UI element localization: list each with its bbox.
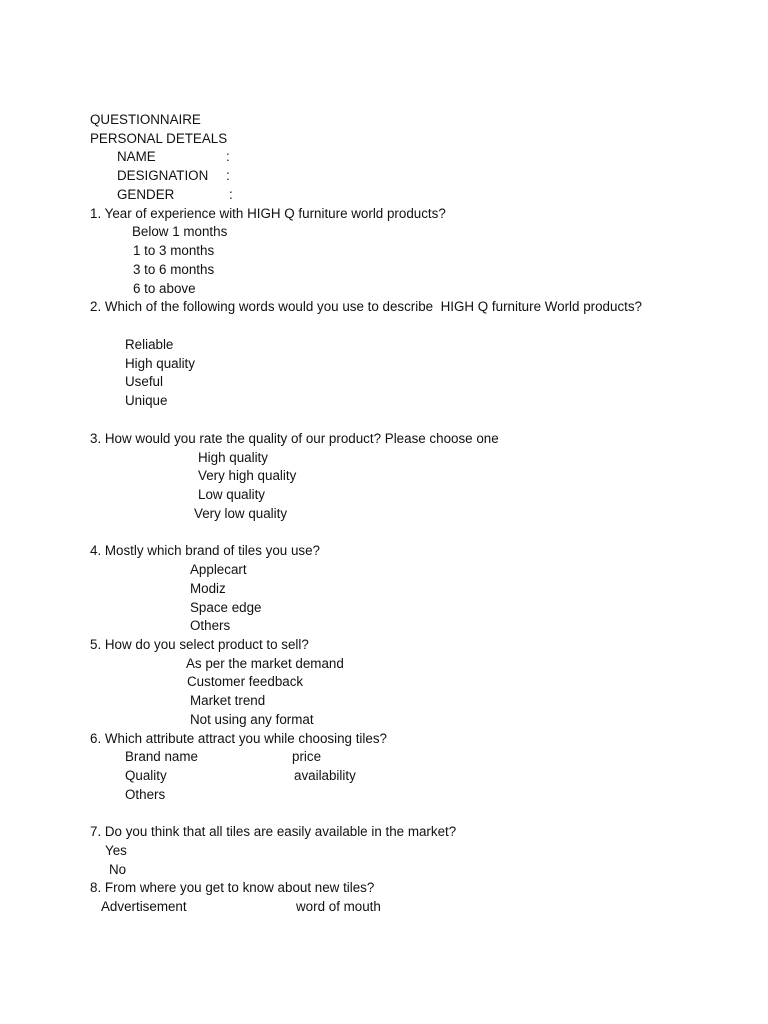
q6-option-2: price	[292, 749, 322, 764]
q1-option-3: 3 to 6 months	[133, 262, 215, 277]
q8-option-2: word of mouth	[296, 899, 381, 914]
q5-option-3: Market trend	[190, 693, 266, 708]
q1-option-1: Below 1 months	[132, 224, 228, 239]
q5-option-2: Customer feedback	[187, 674, 304, 689]
question-6: 6. Which attribute attract you while choosing tiles?	[90, 731, 387, 746]
question-3: 3. How would you rate the quality of our product? Please choose one	[90, 431, 499, 446]
q4-option-3: Space edge	[190, 600, 262, 615]
question-5: 5. How do you select product to sell?	[90, 637, 309, 652]
question-1: 1. Year of experience with HIGH Q furniture world products?	[90, 206, 446, 221]
question-8: 8. From where you get to know about new tiles?	[90, 880, 375, 895]
q3-option-3: Low quality	[198, 487, 265, 502]
name-colon: :	[226, 149, 230, 164]
designation-label: DESIGNATION	[117, 168, 209, 183]
gender-label: GENDER	[117, 187, 175, 202]
gender-colon: :	[229, 187, 233, 202]
question-2: 2. Which of the following words would you use to describe HIGH Q furniture World products?	[90, 299, 642, 314]
q5-option-1: As per the market demand	[186, 656, 344, 671]
q4-option-4: Others	[190, 618, 231, 633]
q4-option-2: Modiz	[190, 581, 226, 596]
designation-colon: :	[226, 168, 230, 183]
q6-option-5: Others	[125, 787, 166, 802]
q8-option-1: Advertisement	[101, 899, 187, 914]
q6-option-1: Brand name	[125, 749, 198, 764]
q3-option-1: High quality	[198, 450, 268, 465]
q3-option-4: Very low quality	[194, 506, 288, 521]
q1-option-2: 1 to 3 months	[133, 243, 215, 258]
q4-option-1: Applecart	[190, 562, 247, 577]
q2-option-4: Unique	[125, 393, 168, 408]
q2-option-2: High quality	[125, 356, 195, 371]
q6-option-3: Quality	[125, 768, 167, 783]
q5-option-4: Not using any format	[190, 712, 314, 727]
question-7: 7. Do you think that all tiles are easily available in the market?	[90, 824, 457, 839]
q1-option-4: 6 to above	[133, 281, 196, 296]
document-title: QUESTIONNAIRE	[90, 112, 201, 127]
q7-option-1: Yes	[105, 843, 127, 858]
q2-option-1: Reliable	[125, 337, 174, 352]
name-label: NAME	[117, 149, 156, 164]
section-heading-personal-details: PERSONAL DETEALS	[90, 131, 228, 146]
question-4: 4. Mostly which brand of tiles you use?	[90, 543, 320, 558]
q3-option-2: Very high quality	[198, 468, 297, 483]
q7-option-2: No	[109, 862, 127, 877]
q6-option-4: availability	[294, 768, 356, 783]
q2-option-3: Useful	[125, 374, 163, 389]
